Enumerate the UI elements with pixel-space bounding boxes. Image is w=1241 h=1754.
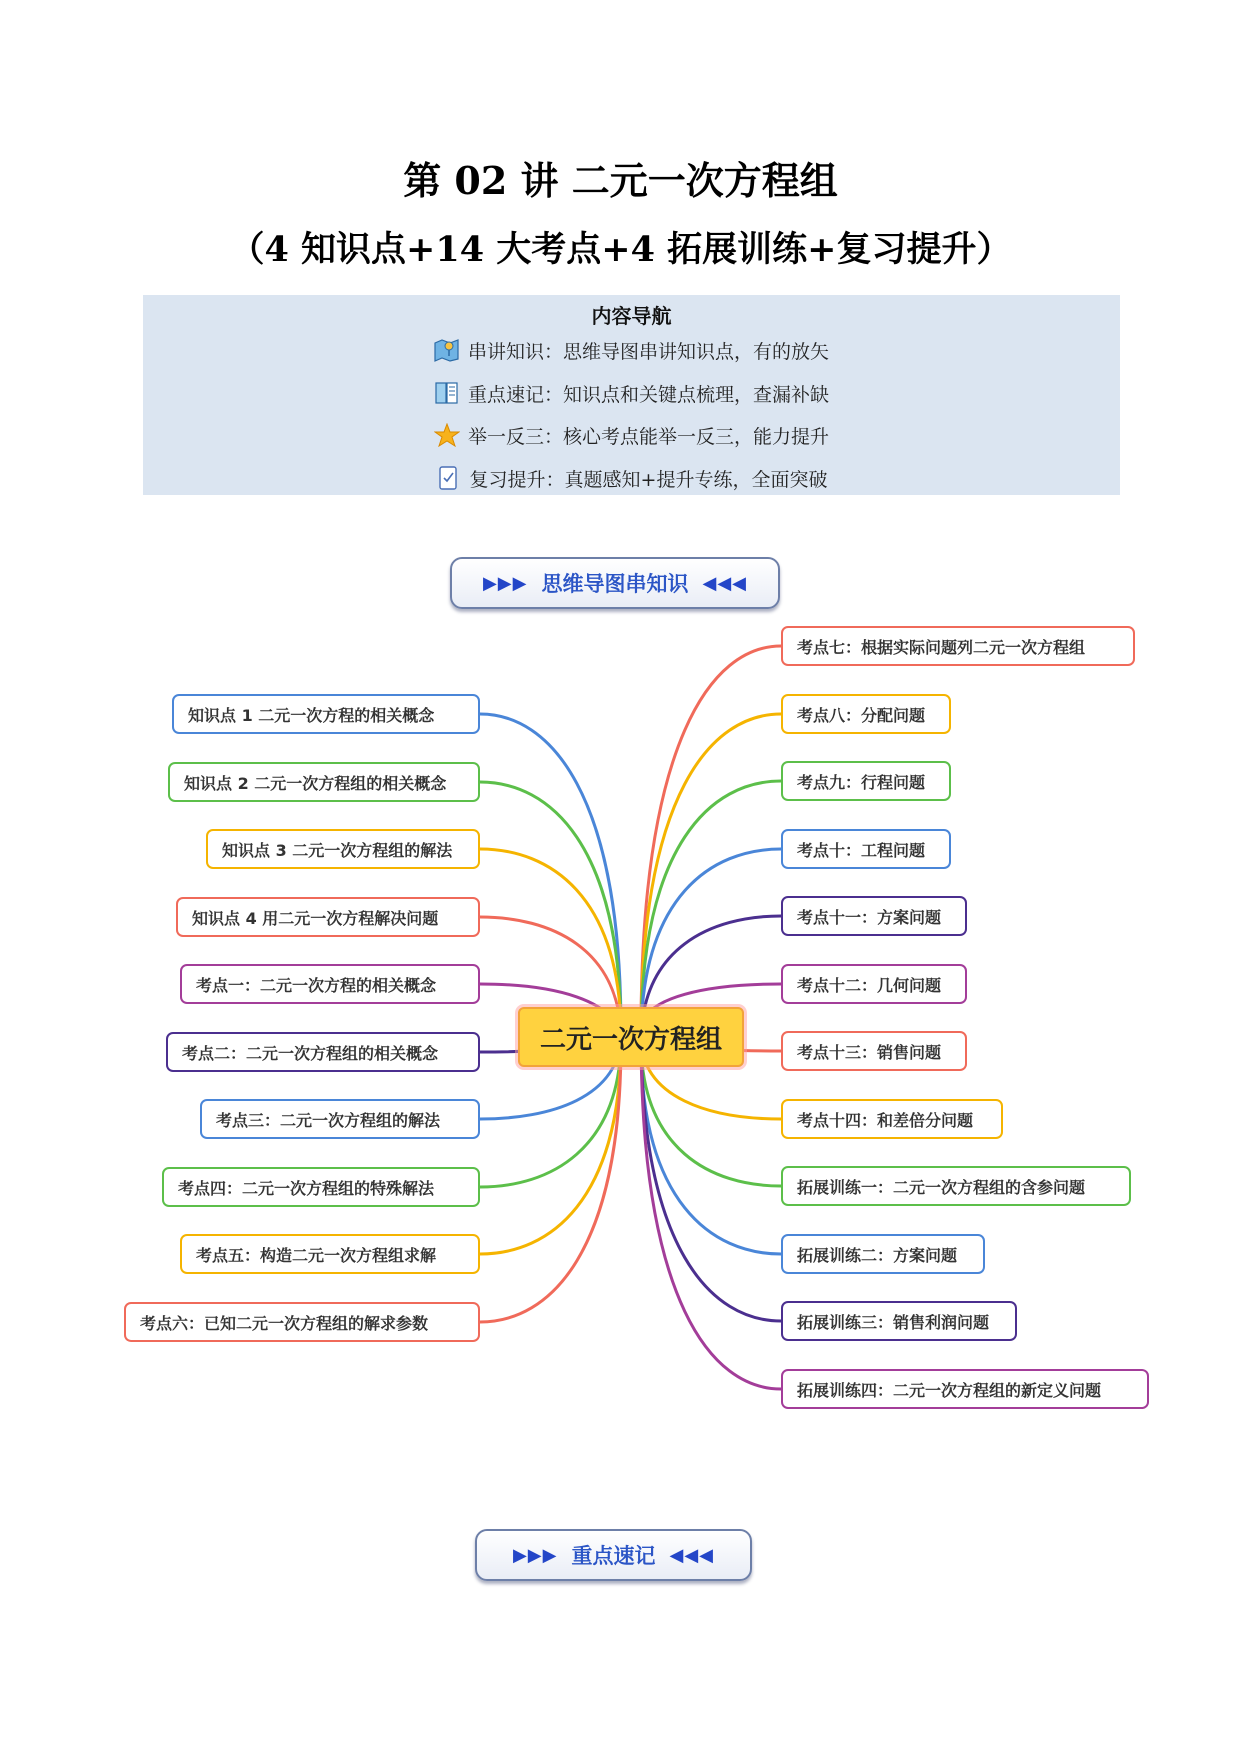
key-points-section-banner (475, 1529, 752, 1581)
page-title: 第 02 讲 二元一次方程组 (403, 158, 838, 203)
mindmap-node-left-10: 考点六：已知二元一次方程组的解求参数 (124, 1302, 480, 1342)
mindmap-node-left-8: 考点四：二元一次方程组的特殊解法 (162, 1167, 480, 1207)
nav-item-text: 举一反三：核心考点能举一反三，能力提升 (467, 426, 829, 448)
mindmap-node-left-4: 知识点 4 用二元一次方程解决问题 (176, 897, 480, 937)
mindmap-node-right-3: 考点九：行程问题 (781, 761, 951, 801)
mindmap-node-right-8: 考点十四：和差倍分问题 (781, 1099, 1003, 1139)
mindmap-center-node: 二元一次方程组 (518, 1007, 744, 1067)
mindmap-node-right-11: 拓展训练三：销售利润问题 (781, 1301, 1017, 1341)
mindmap-node-right-5: 考点十一：方案问题 (781, 896, 967, 936)
mindmap-connector-right-2 (641, 714, 781, 1034)
mindmap-node-right-1: 考点七：根据实际问题列二元一次方程组 (781, 626, 1135, 666)
banner-right-arrows: ◀◀◀ (702, 572, 748, 594)
banner-left-arrows: ▶▶▶ (482, 572, 528, 594)
mindmap-node-right-2: 考点八：分配问题 (781, 694, 951, 734)
mindmap-connector-right-3 (641, 781, 781, 1037)
nav-item-text: 串讲知识：思维导图串讲知识点，有的放矢 (467, 341, 829, 363)
mindmap-connector-left-2 (480, 782, 621, 1034)
mindmap-node-left-2: 知识点 2 二元一次方程组的相关概念 (168, 762, 480, 802)
mindmap-node-left-6: 考点二：二元一次方程组的相关概念 (166, 1032, 480, 1072)
mindmap-connector-right-10 (641, 1043, 781, 1254)
mindmap-node-left-5: 考点一：二元一次方程的相关概念 (180, 964, 480, 1004)
mindmap-node-right-12: 拓展训练四：二元一次方程组的新定义问题 (781, 1369, 1149, 1409)
mindmap-node-right-10: 拓展训练二：方案问题 (781, 1234, 985, 1274)
mindmap-node-right-7: 考点十三：销售问题 (781, 1031, 967, 1071)
banner-label: 重点速记 (571, 1544, 656, 1568)
mindmap-node-left-3: 知识点 3 二元一次方程组的解法 (206, 829, 480, 869)
mindmap-node-left-9: 考点五：构造二元一次方程组求解 (180, 1234, 480, 1274)
banner-label: 思维导图串知识 (541, 572, 689, 596)
nav-heading: 内容导航 (591, 304, 672, 328)
mindmap-node-right-6: 考点十二：几何问题 (781, 964, 967, 1004)
nav-item-text: 复习提升：真题感知+提升专练，全面突破 (469, 469, 828, 491)
mindmap-node-left-7: 考点三：二元一次方程组的解法 (200, 1099, 480, 1139)
mindmap-connector-right-11 (641, 1031, 781, 1321)
nav-item-text: 重点速记：知识点和关键点梳理，查漏补缺 (467, 384, 829, 406)
mindmap-node-left-1: 知识点 1 二元一次方程的相关概念 (172, 694, 480, 734)
mindmap-node-right-4: 考点十：工程问题 (781, 829, 951, 869)
banner-left-arrows: ▶▶▶ (512, 1544, 558, 1566)
mindmap-connector-left-9 (480, 1040, 621, 1254)
banner-right-arrows: ◀◀◀ (669, 1544, 715, 1566)
page-subtitle: （4 知识点+14 大考点+4 拓展训练+复习提升） (229, 229, 1012, 270)
mindmap-node-right-9: 拓展训练一：二元一次方程组的含参问题 (781, 1166, 1131, 1206)
